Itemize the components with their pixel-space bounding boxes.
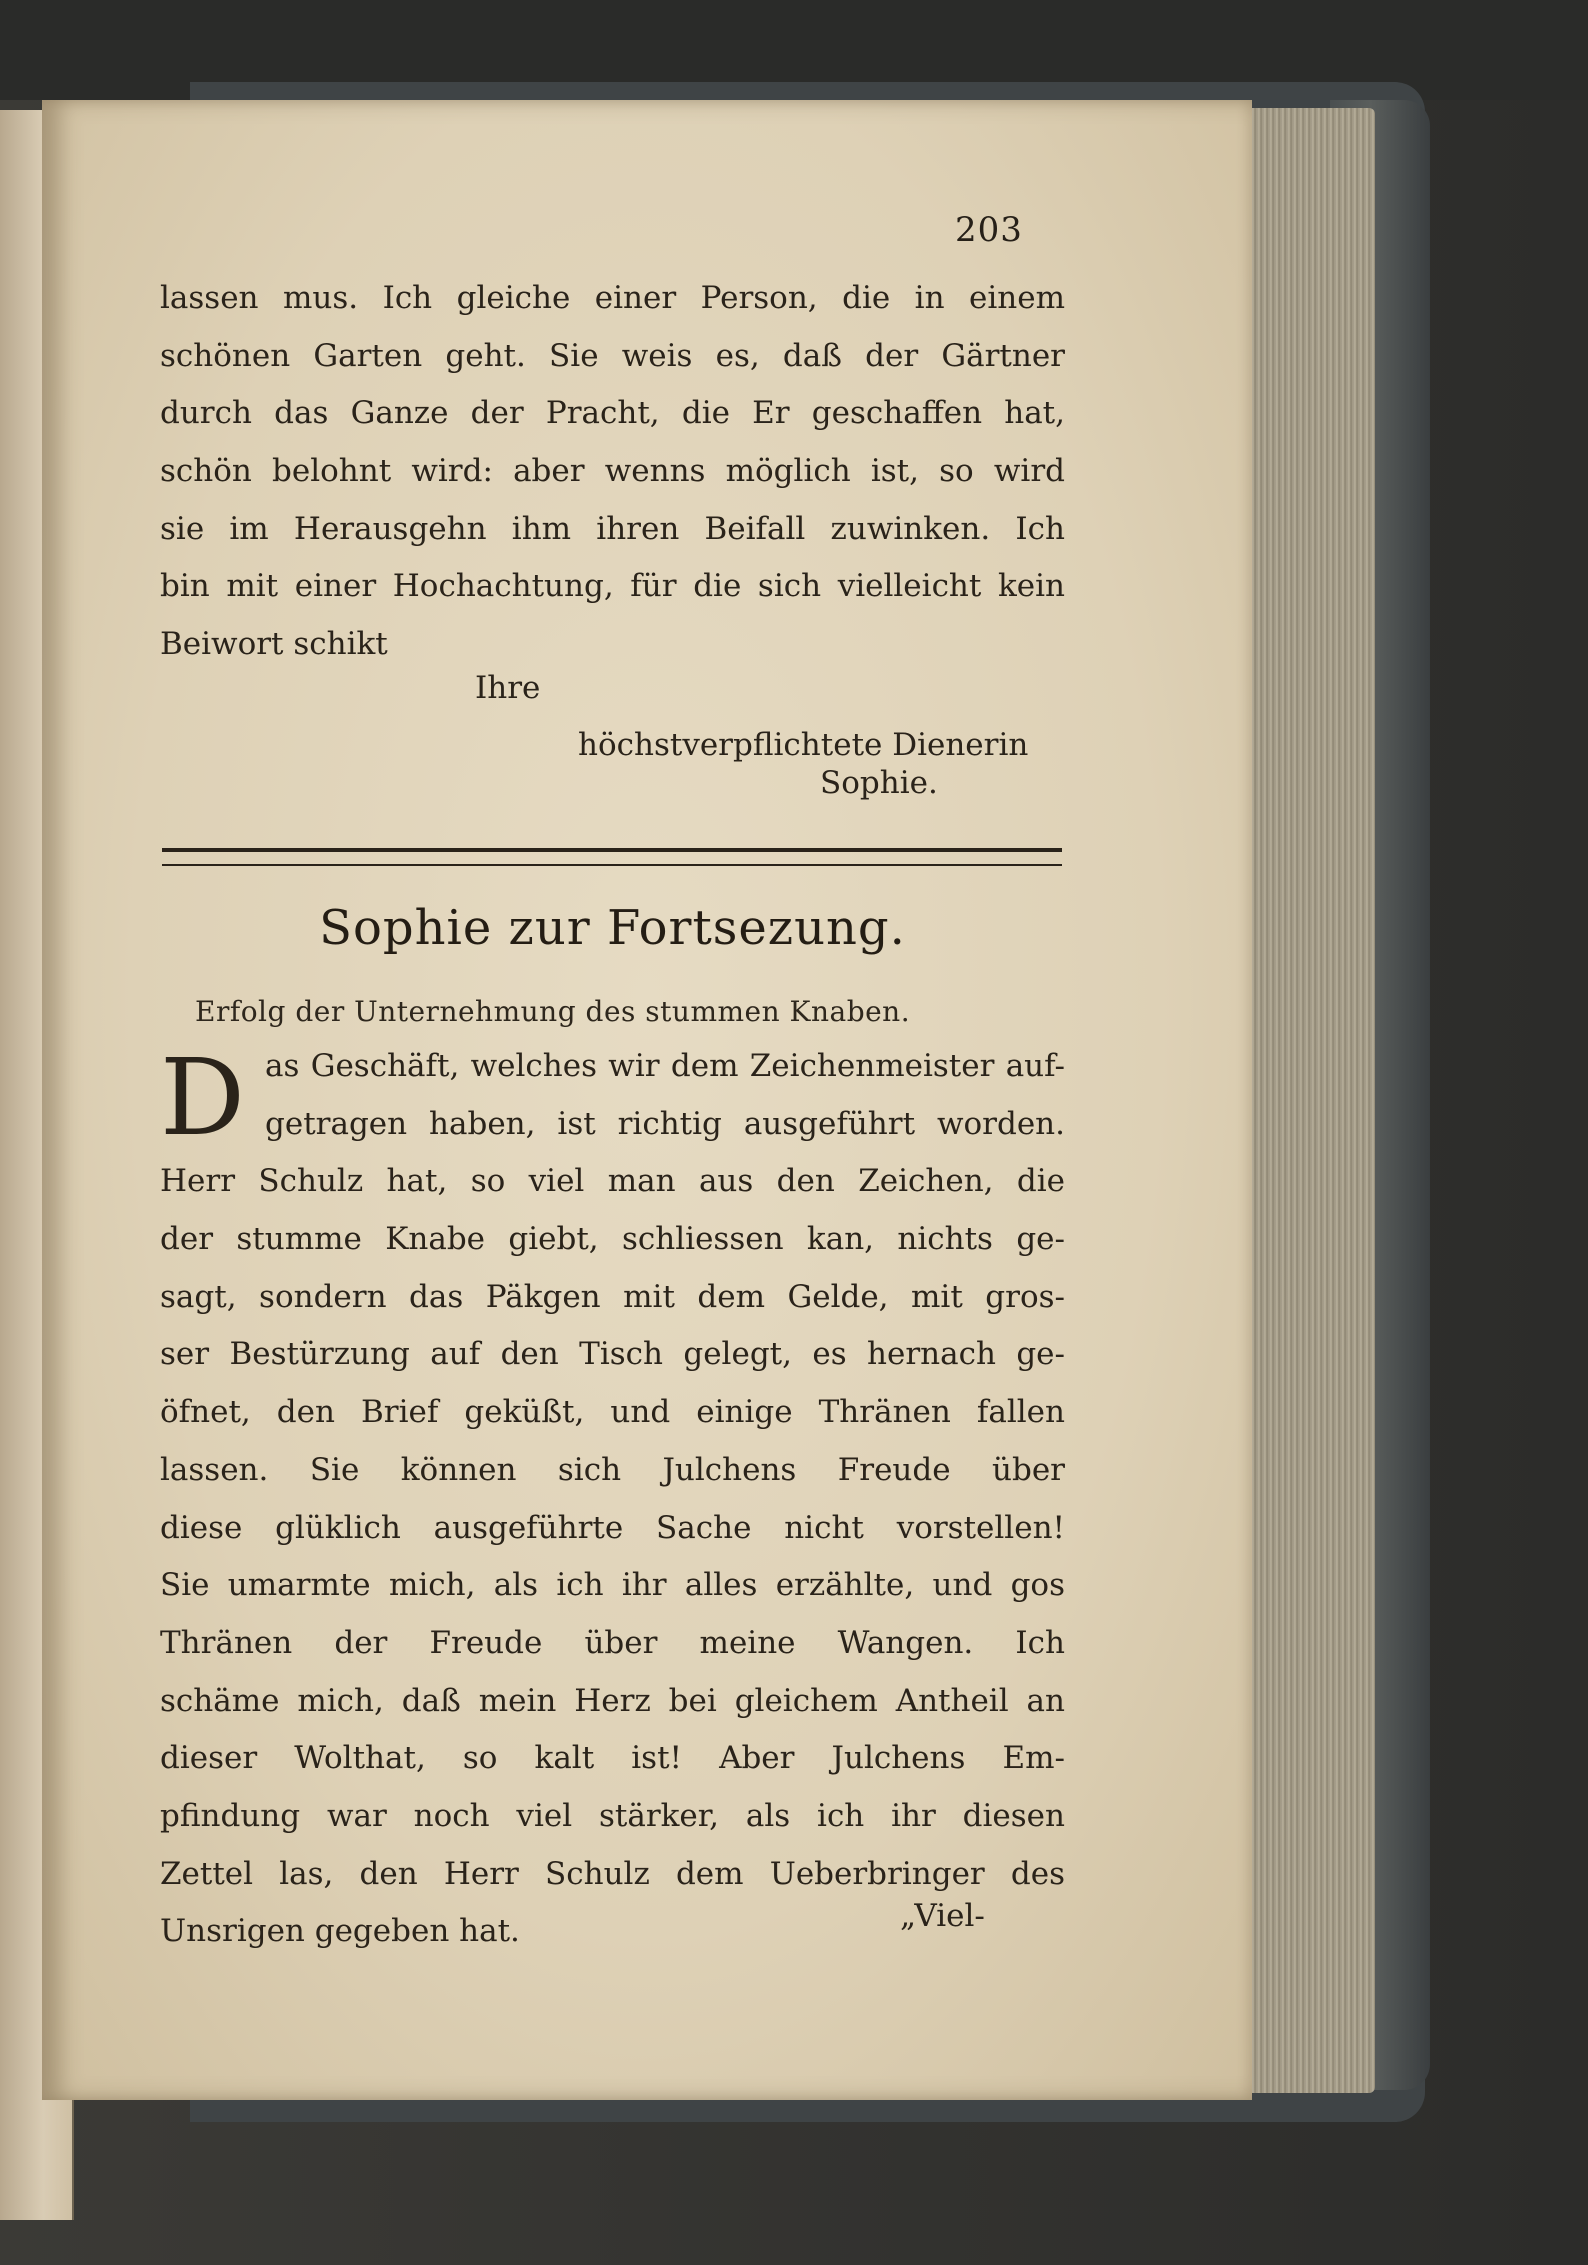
text-line: getragen haben, ist richtig ausgeführt worden. [265, 1105, 1065, 1142]
text-line: pfindung war noch viel stärker, als ich ihr diesen [160, 1797, 1065, 1834]
text-line: öfnet, den Brief geküßt, und einige Thränen fallen [160, 1394, 1065, 1431]
text-line: der stumme Knabe giebt, schliessen kan, nichts ge- [160, 1221, 1065, 1258]
text-line: Sie umarmte mich, als ich ihr alles erzählte, und gos [160, 1567, 1065, 1604]
text-line: bin mit einer Hochachtung, für die sich vielleicht kein [160, 568, 1065, 605]
text-line: Herr Schulz hat, so viel man aus den Zeichen, die [160, 1163, 1065, 1200]
text-line: as Geschäft, welches wir dem Zeichenmeister auf- [265, 1048, 1065, 1084]
letter-ending-paragraph [160, 270, 1065, 674]
section-subtitle: Erfolg der Unternehmung des stummen Knaben. [195, 995, 911, 1028]
letter-closing: Ihre [475, 670, 541, 706]
text-line: schön belohnt wird: aber wenns möglich ist, so wird [160, 453, 1065, 490]
text-line: ser Bestürzung auf den Tisch gelegt, es hernach ge- [160, 1336, 1065, 1373]
text-line: Zettel las, den Herr Schulz dem Ueberbringer des [160, 1855, 1065, 1892]
text-line: dieser Wolthat, so kalt ist! Aber Julchens Em- [160, 1740, 1065, 1777]
section-title: Sophie zur Fortsezung. [319, 900, 906, 956]
catchword: „Viel- [900, 1898, 985, 1934]
text-line: Thränen der Freude über meine Wangen. Ich [160, 1624, 1065, 1661]
letter-signature: Sophie. [820, 765, 938, 801]
text-line: schönen Garten geht. Sie weis es, daß der Gärtner [160, 337, 1065, 374]
section-body-paragraph [160, 1038, 1065, 1961]
text-line: lassen mus. Ich gleiche einer Person, die in einem [160, 280, 1065, 316]
section-divider [162, 848, 1062, 866]
text-line: diese glüklich ausgeführte Sache nicht vorstellen! [160, 1509, 1065, 1546]
letter-closing-title: höchstverpflichtete Dienerin [578, 727, 1029, 763]
text-line: Beiwort schikt [160, 626, 388, 663]
text-line: Unsrigen gegeben hat. [160, 1913, 520, 1950]
page-number: 203 [955, 210, 1023, 250]
text-line: sie im Herausgehn ihm ihren Beifall zuwinken. Ich [160, 510, 1065, 547]
text-line: sagt, sondern das Päkgen mit dem Gelde, mit gros- [160, 1278, 1065, 1315]
drop-capital: D [160, 1036, 245, 1159]
text-line: lassen. Sie können sich Julchens Freude über [160, 1451, 1065, 1488]
text-line: durch das Ganze der Pracht, die Er geschaffen hat, [160, 395, 1065, 432]
text-line: schäme mich, daß mein Herz bei gleichem Antheil an [160, 1682, 1065, 1719]
